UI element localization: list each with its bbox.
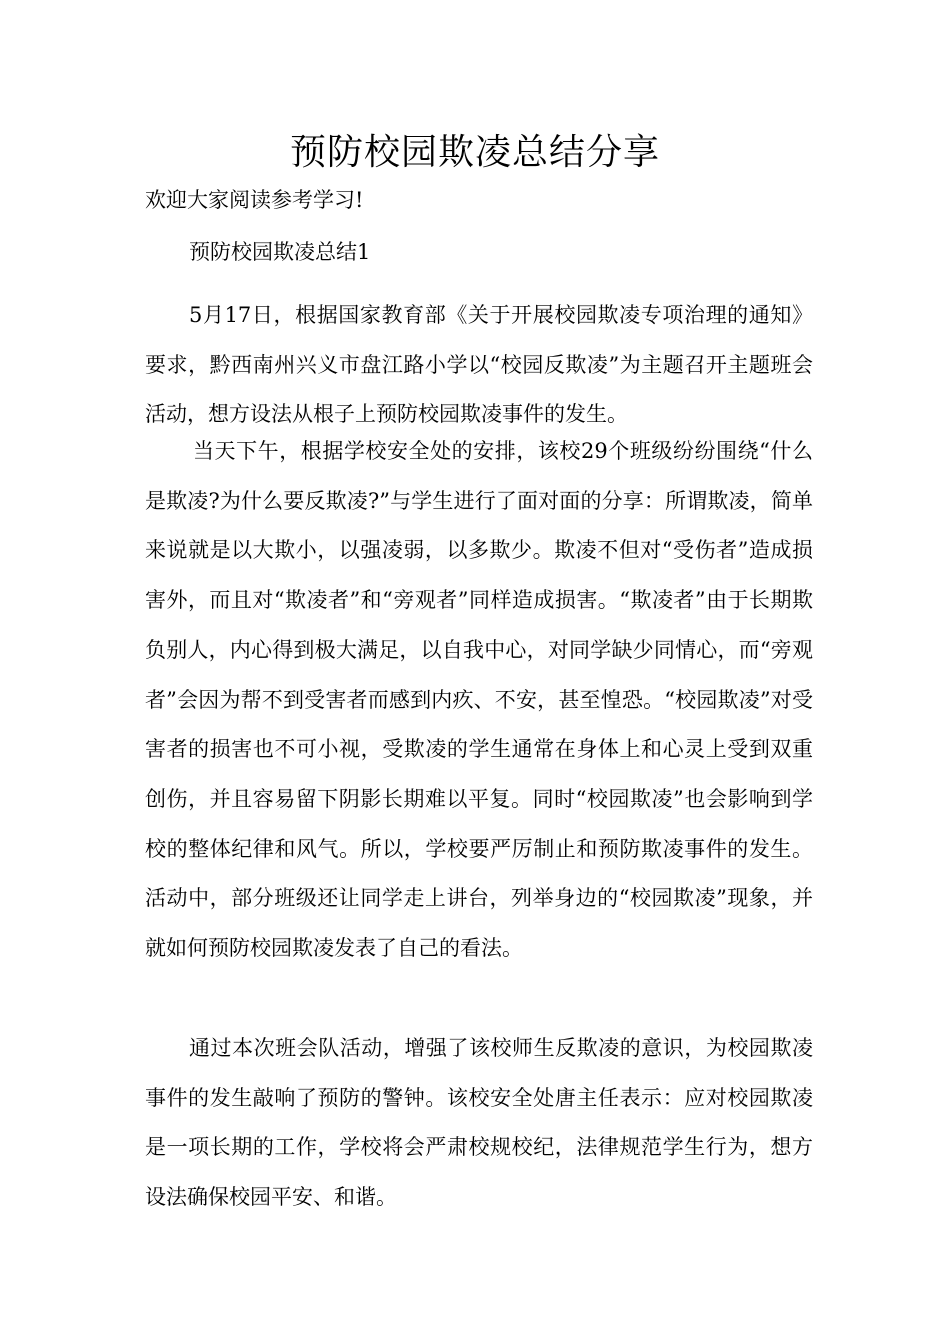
intro-text: 欢迎大家阅读参考学习! — [145, 188, 364, 212]
paragraph-1: 5月17日，根据国家教育部《关于开展校园欺凌专项治理的通知》要求，黔西南州兴义市盘江路小学以“校园反欺凌”为主题召开主题班会活动，想方设法从根子上预防校园欺凌事件的发生。 — [145, 303, 813, 427]
paragraph-3: 通过本次班会队活动，增强了该校师生反欺凌的意识，为校园欺凌事件的发生敲响了预防的警钟。该校安全处唐主任表示：应对校园欺凌是一项长期的工作，学校将会严肃校规校纪，法律规范学生行为，想方设法确保校园平安、和谐。 — [145, 1036, 813, 1210]
paragraph-2: 当天下午，根据学校安全处的安排，该校29个班级纷纷围绕“什么是欺凌?为什么要反欺凌?”与学生进行了面对面的分享：所谓欺凌，简单来说就是以大欺小，以强凌弱，以多欺少。欺凌不但对“受伤者”造成损害外，而且对“欺凌者”和“旁观者”同样造成损害。“欺凌者”由于长期欺负别人，内心得到极大满足，以自我中心，对同学缺少同情心，而“旁观者”会因为帮不到受害者而感到内疚、不安，甚至惶恐。“校园欺凌”对受害者的损害也不可小视，受欺凌的学生通常在身体上和心灵上受到双重创伤，并且容易留下阴影长期难以平复。同时“校园欺凌”也会影响到学校的整体纪律和风气。所以，学校要严厉制止和预防欺凌事件的发生。活动中，部分班级还让同学走上讲台，列举身边的“校园欺凌”现象，并就如何预防校园欺凌发表了自己的看法。 — [145, 439, 813, 961]
document-title: 预防校园欺凌总结分享 — [289, 132, 660, 173]
section-title: 预防校园欺凌总结1 — [189, 240, 371, 264]
